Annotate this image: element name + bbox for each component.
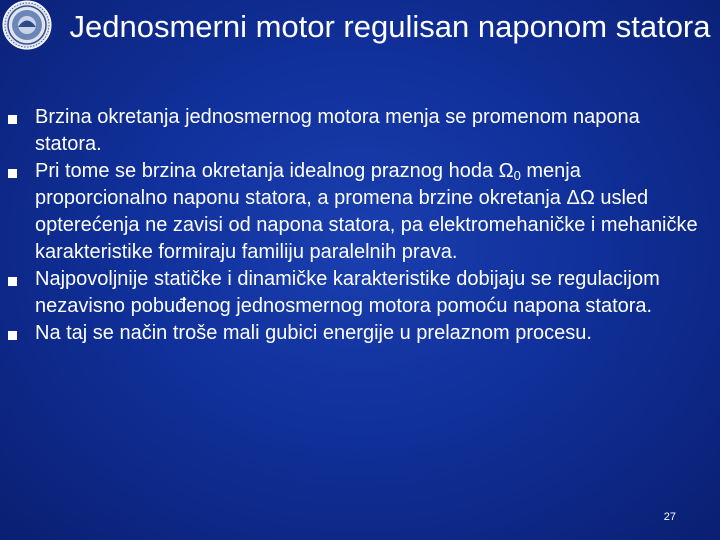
square-bullet-icon	[8, 277, 17, 286]
square-bullet-icon	[8, 331, 17, 340]
square-bullet-icon	[8, 169, 17, 178]
square-bullet-icon	[8, 115, 17, 124]
bullet-text	[35, 160, 698, 263]
bullet-text-pre: Pri tome se brzina okretanja idealnog praznog hoda Ω	[35, 160, 514, 182]
bullet-text: Najpovoljnije statičke i dinamičke karakteristike dobijaju se regulacijom nezavisno pobuđenog jednosmernog motora pomoću napona statora.	[35, 268, 660, 317]
bullet-item	[8, 158, 698, 266]
slide-title: Jednosmerni motor regulisan naponom statora	[69, 9, 711, 44]
bullet-text-post: menja proporcionalno naponu statora, a promena brzine okretanja ΔΩ usled opterećenja ne zavisi od napona statora, pa elektromehaničke i mehaničke karakteristike formiraju familiju paralelnih prava.	[35, 160, 698, 263]
bullet-text: Brzina okretanja jednosmernog motora menja se promenom napona statora.	[35, 106, 640, 155]
bullet-item	[8, 104, 698, 158]
bullet-item	[8, 266, 698, 320]
bullet-list	[8, 104, 698, 347]
bullet-item	[8, 320, 698, 347]
omega-subscript: 0	[513, 168, 521, 183]
page-number: 27	[663, 511, 676, 523]
university-seal-logo	[2, 0, 52, 50]
bullet-text: Na taj se način troše mali gubici energije u prelaznom procesu.	[35, 322, 592, 344]
